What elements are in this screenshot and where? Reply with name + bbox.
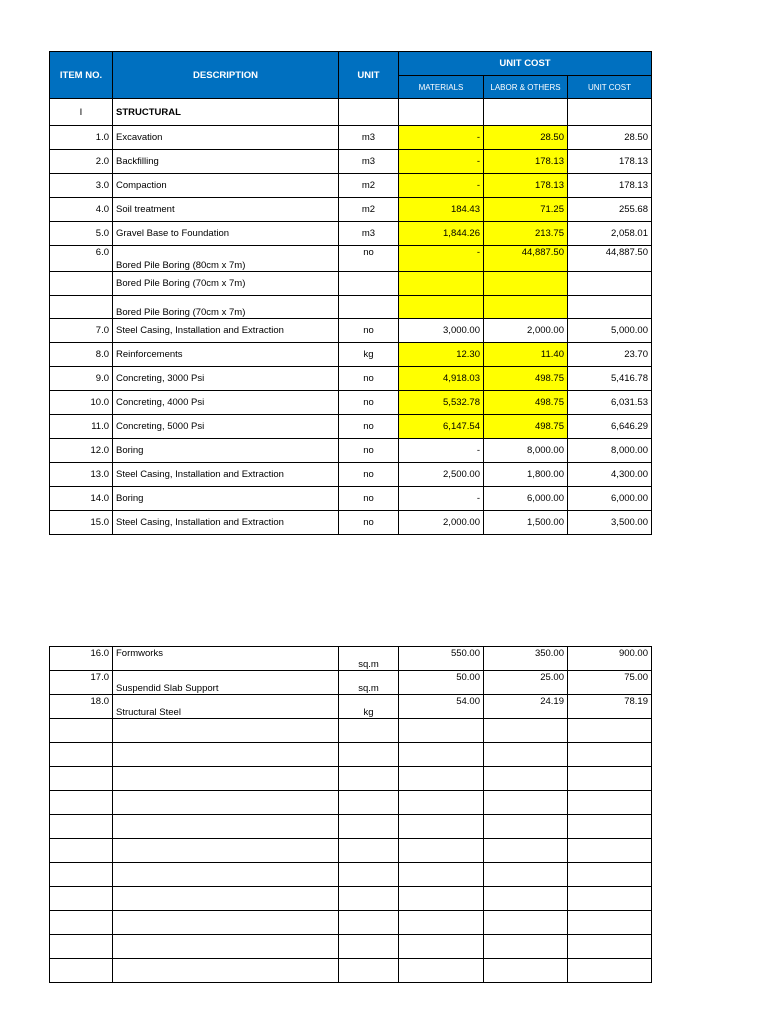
unit-cost: 6,031.53 (568, 391, 652, 415)
description: Concreting, 5000 Psi (113, 415, 339, 439)
item-no: 13.0 (50, 463, 113, 487)
unit-cost: 178.13 (568, 174, 652, 198)
description: Soil treatment (113, 198, 339, 222)
table-row (50, 671, 652, 695)
unit: m3 (339, 150, 399, 174)
item-no: 16.0 (50, 647, 113, 671)
empty-row (50, 911, 652, 935)
item-no: 8.0 (50, 343, 113, 367)
item-no: 1.0 (50, 126, 113, 150)
materials-cost: 184.43 (399, 198, 484, 222)
unit: m3 (339, 126, 399, 150)
item-no: 18.0 (50, 695, 113, 719)
description: Structural Steel (113, 695, 339, 719)
empty-row (50, 959, 652, 983)
table-row (50, 647, 652, 671)
labor-cost: 498.75 (484, 391, 568, 415)
materials-cost: 54.00 (399, 695, 484, 719)
description: Boring (113, 439, 339, 463)
materials-cost: 550.00 (399, 647, 484, 671)
unit-cost (568, 272, 652, 296)
unit-cost-table-continued (49, 646, 652, 983)
item-no: 7.0 (50, 319, 113, 343)
labor-cost: 8,000.00 (484, 439, 568, 463)
unit: sq.m (339, 647, 399, 671)
unit-cost: 78.19 (568, 695, 652, 719)
header-materials: MATERIALS (399, 76, 484, 99)
empty-row (50, 887, 652, 911)
materials-cost: 2,500.00 (399, 463, 484, 487)
labor-cost: 178.13 (484, 150, 568, 174)
description: Concreting, 3000 Psi (113, 367, 339, 391)
section-item: I (50, 99, 113, 126)
labor-cost: 44,887.50 (484, 246, 568, 272)
unit: kg (339, 695, 399, 719)
labor-cost: 71.25 (484, 198, 568, 222)
labor-cost: 6,000.00 (484, 487, 568, 511)
unit: no (339, 391, 399, 415)
table-row (50, 198, 652, 222)
table-row (50, 319, 652, 343)
unit-cost: 44,887.50 (568, 246, 652, 272)
item-no: 6.0 (50, 246, 113, 272)
empty-row (50, 743, 652, 767)
table-row (50, 272, 652, 296)
empty-row (50, 839, 652, 863)
empty-row (50, 815, 652, 839)
table-row (50, 463, 652, 487)
unit: m2 (339, 174, 399, 198)
unit-cost: 75.00 (568, 671, 652, 695)
unit: no (339, 439, 399, 463)
item-no: 10.0 (50, 391, 113, 415)
table-row (50, 439, 652, 463)
description: Concreting, 4000 Psi (113, 391, 339, 415)
item-no: 14.0 (50, 487, 113, 511)
unit-cost: 178.13 (568, 150, 652, 174)
empty-row (50, 935, 652, 959)
unit-cost: 900.00 (568, 647, 652, 671)
table-row (50, 126, 652, 150)
empty-row (50, 863, 652, 887)
labor-cost: 498.75 (484, 415, 568, 439)
materials-cost: - (399, 439, 484, 463)
labor-cost: 1,800.00 (484, 463, 568, 487)
description: Steel Casing, Installation and Extraction (113, 511, 339, 535)
unit-cost: 6,646.29 (568, 415, 652, 439)
materials-cost: - (399, 487, 484, 511)
table-row (50, 222, 652, 246)
materials-cost: 50.00 (399, 671, 484, 695)
unit: no (339, 511, 399, 535)
materials-cost (399, 296, 484, 319)
labor-cost: 24.19 (484, 695, 568, 719)
labor-cost: 28.50 (484, 126, 568, 150)
table-row (50, 367, 652, 391)
header-unit-cost: UNIT COST (568, 76, 652, 99)
item-no (50, 272, 113, 296)
unit: no (339, 415, 399, 439)
unit: m3 (339, 222, 399, 246)
unit-cost: 5,416.78 (568, 367, 652, 391)
header-unit: UNIT (339, 52, 399, 99)
item-no: 15.0 (50, 511, 113, 535)
unit: no (339, 367, 399, 391)
table-row (50, 415, 652, 439)
labor-cost: 498.75 (484, 367, 568, 391)
description: Steel Casing, Installation and Extraction (113, 463, 339, 487)
description: Compaction (113, 174, 339, 198)
unit-cost: 6,000.00 (568, 487, 652, 511)
table-row (50, 391, 652, 415)
unit: no (339, 319, 399, 343)
empty-row (50, 719, 652, 743)
table-row (50, 343, 652, 367)
materials-cost: 1,844.26 (399, 222, 484, 246)
unit (339, 296, 399, 319)
labor-cost: 213.75 (484, 222, 568, 246)
materials-cost: 6,147.54 (399, 415, 484, 439)
item-no: 4.0 (50, 198, 113, 222)
materials-cost: 4,918.03 (399, 367, 484, 391)
unit (339, 272, 399, 296)
description: Formworks (113, 647, 339, 671)
description: Backfilling (113, 150, 339, 174)
materials-cost: 5,532.78 (399, 391, 484, 415)
item-no: 2.0 (50, 150, 113, 174)
description: Bored Pile Boring (70cm x 7m) (113, 272, 339, 296)
materials-cost: 3,000.00 (399, 319, 484, 343)
table-row (50, 487, 652, 511)
description: Steel Casing, Installation and Extraction (113, 319, 339, 343)
labor-cost: 350.00 (484, 647, 568, 671)
item-no: 12.0 (50, 439, 113, 463)
header-labor-others: LABOR & OTHERS (484, 76, 568, 99)
header-description: DESCRIPTION (113, 52, 339, 99)
description: Boring (113, 487, 339, 511)
table-row (50, 150, 652, 174)
materials-cost: - (399, 174, 484, 198)
unit-cost-table (49, 51, 652, 535)
description: Excavation (113, 126, 339, 150)
description: Bored Pile Boring (70cm x 7m) (113, 296, 339, 319)
item-no: 17.0 (50, 671, 113, 695)
materials-cost (399, 272, 484, 296)
table-row (50, 511, 652, 535)
labor-cost: 11.40 (484, 343, 568, 367)
unit-cost: 5,000.00 (568, 319, 652, 343)
table-row (50, 695, 652, 719)
empty-row (50, 791, 652, 815)
labor-cost (484, 296, 568, 319)
materials-cost: - (399, 126, 484, 150)
description: Reinforcements (113, 343, 339, 367)
item-no: 11.0 (50, 415, 113, 439)
description: Bored Pile Boring (80cm x 7m) (113, 246, 339, 272)
table-row (50, 174, 652, 198)
unit: no (339, 246, 399, 272)
item-no (50, 296, 113, 319)
materials-cost: - (399, 150, 484, 174)
table-row (50, 296, 652, 319)
item-no: 3.0 (50, 174, 113, 198)
unit: no (339, 463, 399, 487)
labor-cost: 1,500.00 (484, 511, 568, 535)
table-row (50, 246, 652, 272)
header-item-no: ITEM NO. (50, 52, 113, 99)
unit: m2 (339, 198, 399, 222)
unit-cost: 2,058.01 (568, 222, 652, 246)
unit-cost (568, 296, 652, 319)
unit-cost: 8,000.00 (568, 439, 652, 463)
labor-cost: 178.13 (484, 174, 568, 198)
labor-cost: 25.00 (484, 671, 568, 695)
description: Suspendid Slab Support (113, 671, 339, 695)
materials-cost: 2,000.00 (399, 511, 484, 535)
section-row (50, 99, 652, 126)
unit-cost: 28.50 (568, 126, 652, 150)
unit-cost: 4,300.00 (568, 463, 652, 487)
item-no: 9.0 (50, 367, 113, 391)
description: Gravel Base to Foundation (113, 222, 339, 246)
section-title: STRUCTURAL (113, 99, 339, 126)
unit-cost: 3,500.00 (568, 511, 652, 535)
header-unit-cost-group: UNIT COST (399, 52, 652, 76)
unit: kg (339, 343, 399, 367)
empty-row (50, 767, 652, 791)
materials-cost: 12.30 (399, 343, 484, 367)
unit: no (339, 487, 399, 511)
unit-cost: 23.70 (568, 343, 652, 367)
materials-cost: - (399, 246, 484, 272)
item-no: 5.0 (50, 222, 113, 246)
labor-cost: 2,000.00 (484, 319, 568, 343)
labor-cost (484, 272, 568, 296)
unit-cost: 255.68 (568, 198, 652, 222)
unit: sq.m (339, 671, 399, 695)
